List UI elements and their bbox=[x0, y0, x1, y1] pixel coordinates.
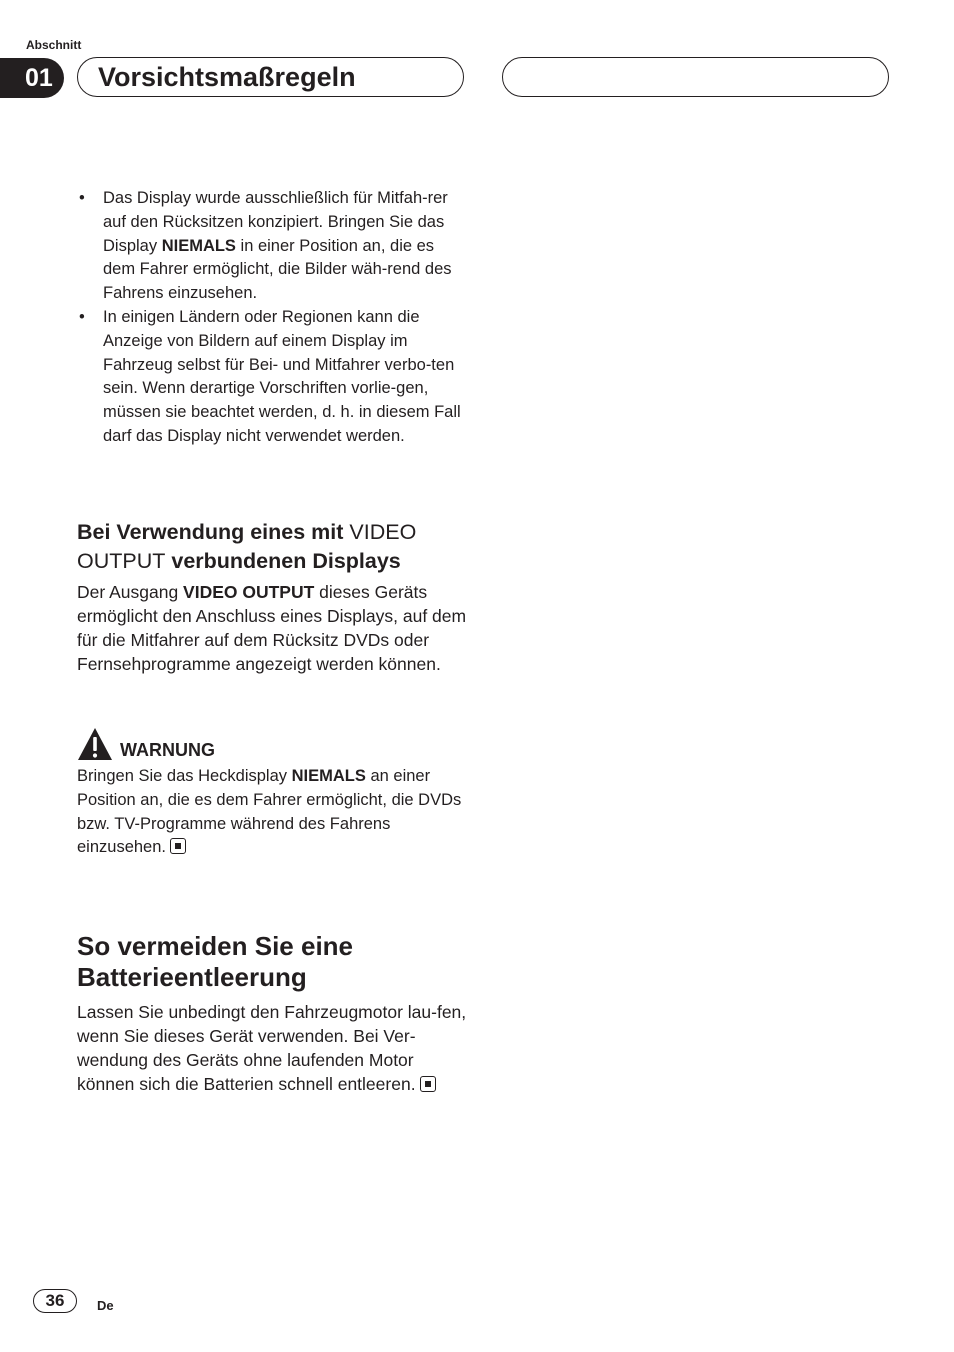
page-number: 36 bbox=[33, 1289, 77, 1313]
warning-header bbox=[77, 726, 467, 764]
chapter-title: Vorsichtsmaßregeln bbox=[98, 62, 356, 92]
warning-label: WARNUNG bbox=[120, 740, 215, 760]
end-of-section-icon bbox=[420, 1076, 436, 1092]
empty-title-box bbox=[502, 57, 889, 97]
precaution-list bbox=[77, 187, 467, 449]
list-item: • Das Display wurde ausschließlich für Mitfah-rer auf den Rücksitzen konzipiert. Bringen Sie das Display NIEMALS in einer Position an, die es dem Fahrer ermöglicht, die Bilder wäh-rend des Fahrens einzusehen. bbox=[77, 187, 467, 306]
end-of-section-icon bbox=[170, 838, 186, 854]
list-item: • In einigen Ländern oder Regionen kann die Anzeige von Bildern auf einem Display im Fahrzeug selbst für Bei- und Mitfahrer verbo-ten sein. Wenn derartige Vorschriften vorlie-gen, müssen sie beachtet werden, d. h. in diesem Fall darf das Display nicht verwendet werden. bbox=[77, 306, 467, 449]
chapter-title-box bbox=[77, 57, 464, 97]
language-code: De bbox=[97, 1298, 114, 1313]
section-number-badge: 01 bbox=[0, 58, 64, 98]
warning-triangle-icon bbox=[77, 726, 113, 762]
battery-paragraph: Lassen Sie unbedingt den Fahrzeugmotor lau-fen, wenn Sie dieses Gerät verwenden. Bei Ver-wendung des Geräts ohne laufenden Motor können sich die Batterien schnell entleeren. bbox=[77, 1002, 467, 1094]
video-output-paragraph: Der Ausgang VIDEO OUTPUT dieses Geräts ermöglicht den Anschluss eines Displays, auf dem für die Mitfahrer auf dem Rücksitz DVDs oder Fernsehprogramme angezeigt werden können. bbox=[77, 582, 467, 674]
warning-paragraph: Bringen Sie das Heckdisplay NIEMALS an einer Position an, die es dem Fahrer ermöglicht, die DVDs bzw. TV-Programme während des Fahrens einzusehen. bbox=[77, 767, 462, 857]
video-output-heading: Bei Verwendung eines mit VIDEO OUTPUT verbundenen Displays bbox=[77, 520, 417, 573]
battery-heading: So vermeiden Sie eine Batterieentleerung bbox=[77, 931, 354, 992]
section-label: Abschnitt bbox=[26, 38, 82, 52]
